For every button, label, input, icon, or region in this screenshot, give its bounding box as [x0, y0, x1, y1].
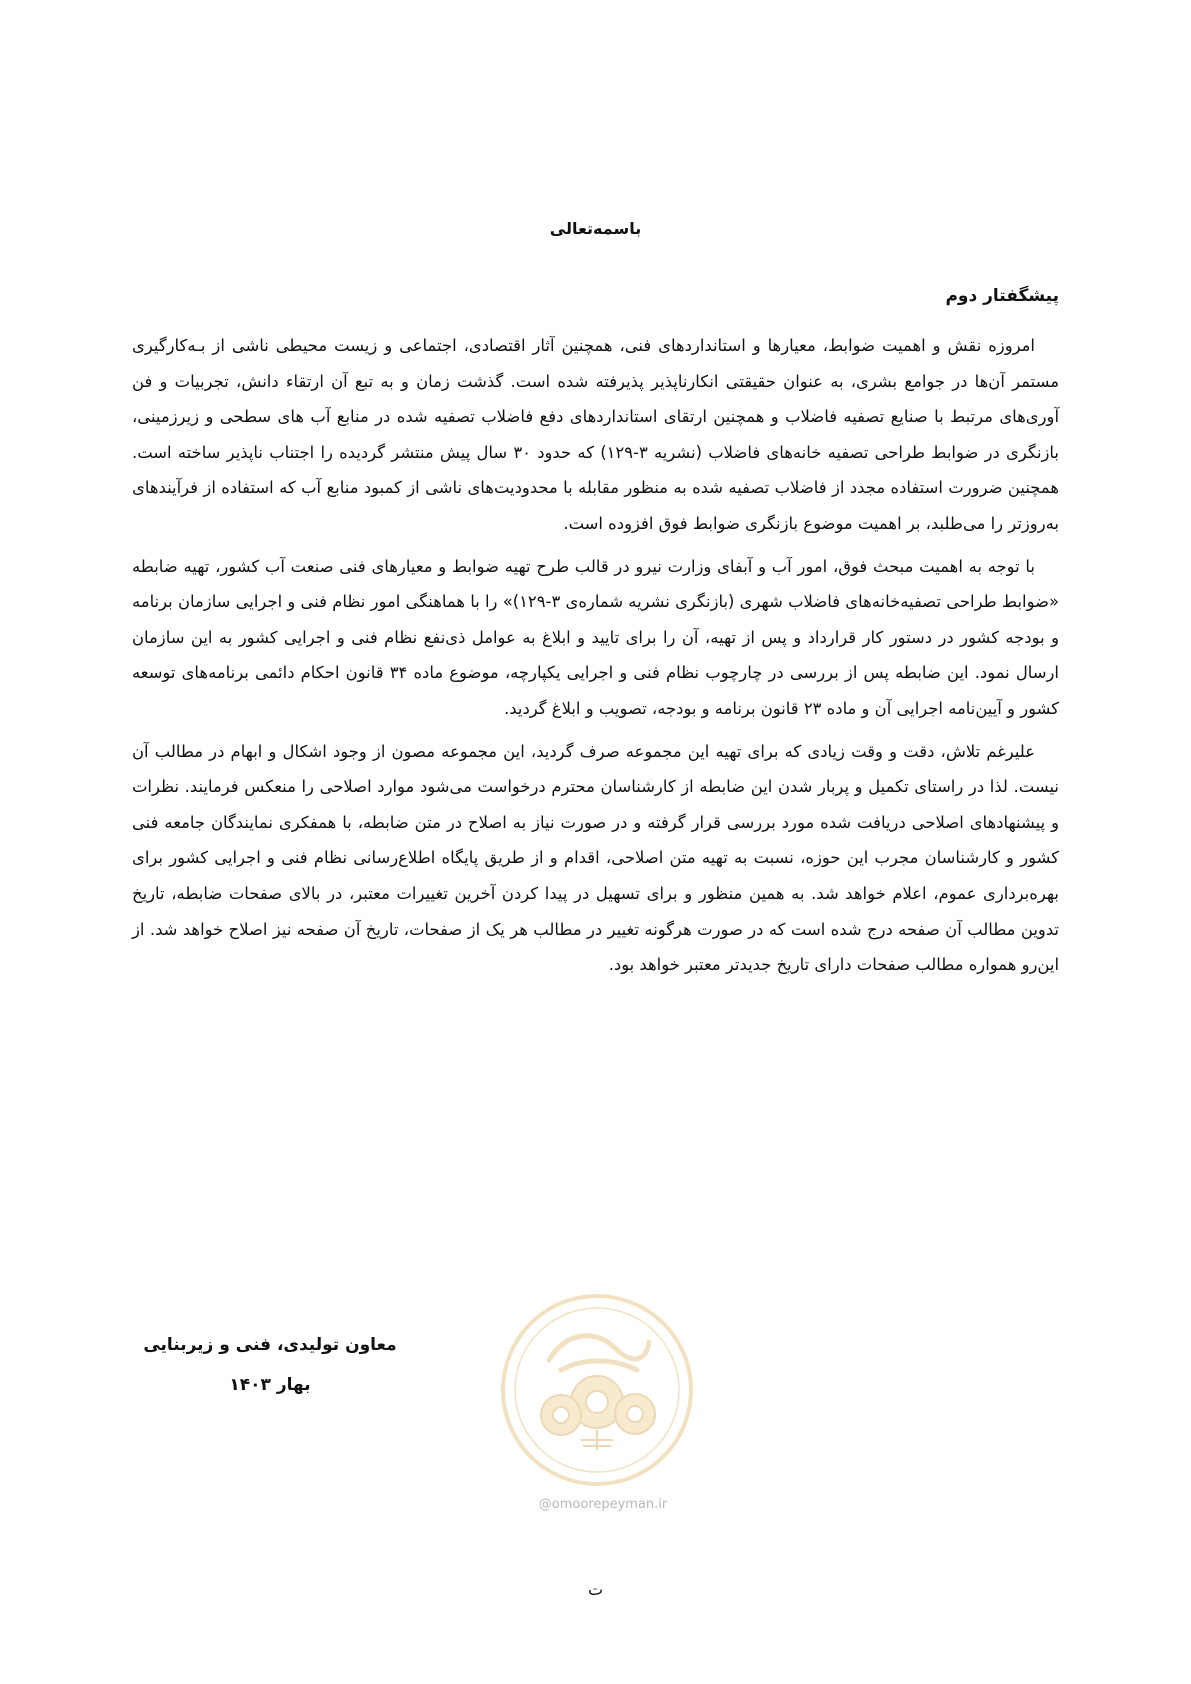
- paragraph: با توجه به اهمیت مبحث فوق، امور آب و آبفای وزارت نیرو در قالب طرح تهیه ضوابط و معیارهای فنی صنعت آب کشور، تهیه ضابطه «ضوابط طراحی تصفیه‌خانه‌های فاضلاب شهری (بازنگری نشریه شماره‌ی ۳-۱۲۹)» را با هماهنگی امور نظام فنی و اجرایی سازمان برنامه و بودجه کشور در دستور کار قرارداد و پس از تهیه، آن را برای تایید و ابلاغ به عوامل ذی‌نفع نظام فنی و اجرایی کشور به این سازمان ارسال نمود. این ضابطه پس از بررسی در چارچوب نظام فنی و اجرایی یکپارچه، موضوع ماده ۳۴ قانون احکام دائمی برنامه‌های توسعه کشور و آیین‌نامه اجرایی آن و ماده ۲۳ قانون برنامه و بودجه، تصویب و ابلاغ گردید.: [132, 556, 1059, 718]
- logo-calligraphy: [549, 1336, 649, 1370]
- paragraph: امروزه نقش و اهمیت ضوابط، معیارها و استانداردهای فنی، همچنین آثار اقتصادی، اجتماعی و زیست محیطی ناشی از بـه‌کارگیری مستمر آن‌ها در جوامع بشری، به عنوان حقیقتی انکارناپذیر پذیرفته شده است. گذشت زمان و به تبع آن ارتقاء دانش، تجربیات و فن آوری‌های مرتبط با صنایع تصفیه فاضلاب و همچنین ارتقای استانداردهای دفع فاضلاب تصفیه شده در منابع آب های سطحی و زیرزمینی، بازنگری در ضوابط طراحی تصفیه خانه‌های فاضلاب (نشریه ۳-۱۲۹) که حدود ۳۰ سال پیش منتشر گردیده را اجتناب ناپذیر ساخته است. همچنین ضرورت استفاده مجدد از فاضلاب تصفیه شده به منظور مقابله با محدودیت‌های ناشی از کمبود منابع آب که استفاده از فرآیندهای به‌روزتر را می‌طلبد، بر اهمیت موضوع بازنگری ضوابط فوق افزوده است.: [132, 336, 1059, 533]
- paragraph: علیرغم تلاش، دقت و وقت زیادی که برای تهیه این مجموعه صرف گردید، این مجموعه مصون از وجود اشکال و ابهام در مطالب آن نیست. لذا در راستای تکمیل و پربار شدن این ضابطه از کارشناسان محترم درخواست می‌شود موارد اصلاحی را منعکس فرمایند. نظرات و پیشنهادهای اصلاحی دریافت شده مورد بررسی قرار گرفته و در صورت نیاز به اصلاح در متن ضابطه، با همفکری نمایندگان جامعه فنی کشور و کارشناسان مجرب این حوزه، نسبت به تهیه متن اصلاحی، اقدام و از طریق پایگاه اطلاع‌رسانی نظام فنی و اجرایی کشور برای بهره‌برداری عموم، اعلام خواهد شد. به همین منظور و برای تسهیل در پیدا کردن آخرین تغییرات معتبر، در بالای صفحات ضابطه، تاریخ تدوین مطالب آن صفحه درج شده است که در صورت هرگونه تغییر در مطالب هر یک از صفحات، تاریخ آن صفحه نیز اصلاح خواهد شد. از این‌رو همواره مطالب صفحات دارای تاریخ جدیدتر معتبر خواهد بود.: [132, 741, 1059, 975]
- watermark-seal: [497, 1290, 697, 1490]
- body-text: [132, 328, 1059, 990]
- page-number: ت: [587, 1580, 604, 1599]
- watermark-url: @omoorepeyman.ir: [538, 1497, 668, 1512]
- section-heading: پیشگفتار دوم: [945, 286, 1059, 306]
- signature-title: معاون تولیدی، فنی و زیربنایی: [143, 1335, 397, 1355]
- signature-block: [120, 1325, 420, 1405]
- scale-icon: [581, 1430, 613, 1450]
- gear-icon: [541, 1395, 581, 1435]
- page-title: باسمه‌تعالی: [549, 219, 642, 238]
- gear-icon: [615, 1394, 655, 1434]
- signature-date: بهار ۱۴۰۳: [229, 1375, 311, 1395]
